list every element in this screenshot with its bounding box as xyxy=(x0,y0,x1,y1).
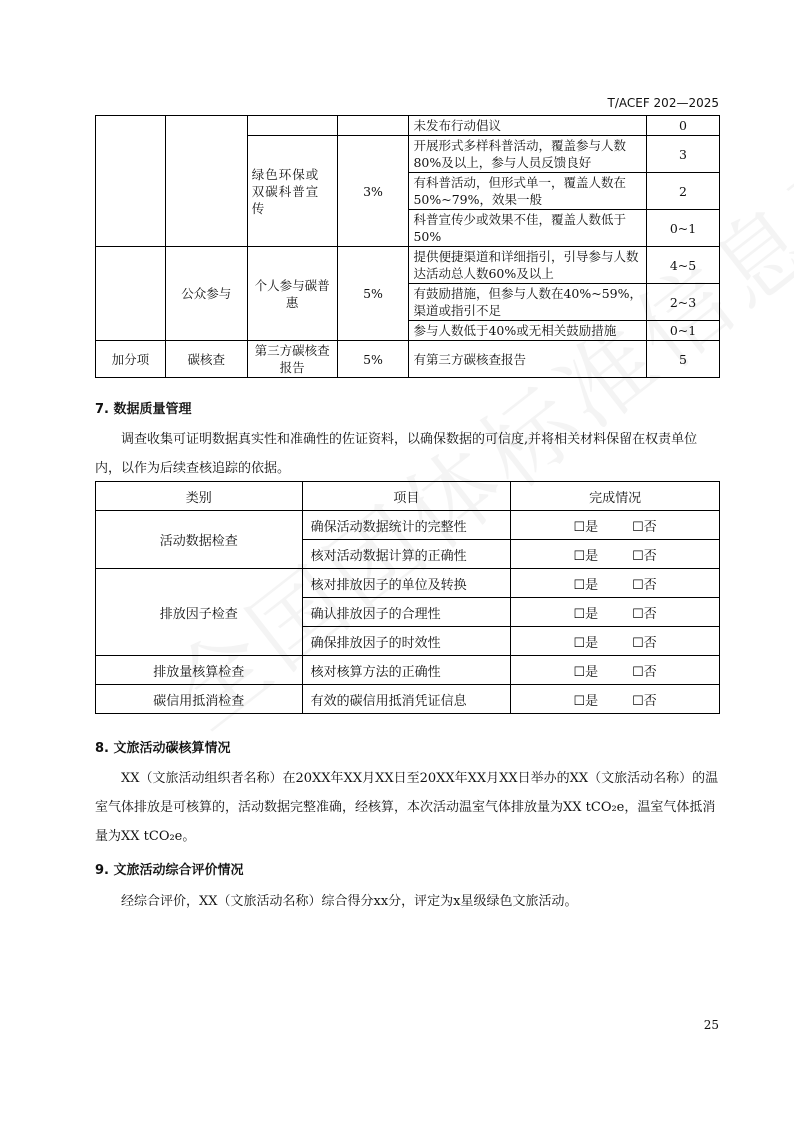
completion-cell xyxy=(511,569,720,598)
score-cell: 5 xyxy=(647,341,720,378)
category-cell: 公众参与 xyxy=(165,247,247,341)
evaluation-table xyxy=(95,115,720,378)
table-row xyxy=(96,569,720,598)
yes-checkbox[interactable]: ☐是 xyxy=(573,664,599,680)
completion-cell xyxy=(511,511,720,540)
category-cell: 碳信用抵消检查 xyxy=(96,685,303,714)
criterion-cell: 开展形式多样科普活动，覆盖参与人数80%及以上，参与人员反馈良好 xyxy=(409,136,647,173)
yes-checkbox[interactable]: ☐是 xyxy=(573,693,599,709)
table-header-row xyxy=(96,482,720,511)
yes-checkbox[interactable]: ☐是 xyxy=(573,606,599,622)
item-cell: 核对活动数据计算的正确性 xyxy=(302,540,511,569)
completion-cell xyxy=(511,656,720,685)
item-cell: 绿色环保或双碳科普宣传 xyxy=(247,136,337,247)
completion-cell xyxy=(511,540,720,569)
section-9-paragraph: 经综合评价，XX（文旅活动名称）综合得分xx分，评定为x星级绿色文旅活动。 xyxy=(121,894,578,909)
weight-cell: 5% xyxy=(337,341,409,378)
item-cell: 确保排放因子的时效性 xyxy=(302,627,511,656)
yes-checkbox[interactable]: ☐是 xyxy=(573,519,599,535)
score-cell: 0 xyxy=(647,116,720,136)
table-row xyxy=(96,511,720,540)
section-9-title: 9. 文旅活动综合评价情况 xyxy=(95,863,244,878)
table-row xyxy=(96,656,720,685)
table-row xyxy=(96,116,720,136)
no-checkbox[interactable]: ☐否 xyxy=(632,664,657,680)
no-checkbox[interactable]: ☐否 xyxy=(632,519,657,535)
category-cell: 碳核查 xyxy=(165,341,247,378)
column-header: 类别 xyxy=(96,482,303,511)
criterion-cell: 有科普活动，但形式单一，覆盖人数在50%~79%，效果一般 xyxy=(409,173,647,210)
section-8-title: 8. 文旅活动碳核算情况 xyxy=(95,741,231,756)
item-cell: 确认排放因子的合理性 xyxy=(302,598,511,627)
yes-checkbox[interactable]: ☐是 xyxy=(573,548,599,564)
criterion-cell: 科普宣传少或效果不佳，覆盖人数低于50% xyxy=(409,210,647,247)
item-cell: 核对核算方法的正确性 xyxy=(302,656,511,685)
weight-cell: 5% xyxy=(337,247,409,341)
criterion-cell: 有第三方碳核查报告 xyxy=(409,341,647,378)
table-row xyxy=(96,247,720,284)
criterion-cell: 参与人数低于40%或无相关鼓励措施 xyxy=(409,321,647,341)
score-cell: 0~1 xyxy=(647,210,720,247)
document-code: T/ACEF 202—2025 xyxy=(607,96,719,110)
criterion-cell: 有鼓励措施，但参与人数在40%~59%，渠道或指引不足 xyxy=(409,284,647,321)
score-cell: 3 xyxy=(647,136,720,173)
section-7-paragraph: 调查收集可证明数据真实性和准确性的佐证资料，以确保数据的可信度,并将相关材料保留在权责单位内，以作为后续查核追踪的依据。 xyxy=(95,432,698,476)
section-8-paragraph: XX（文旅活动组织者名称）在20XX年XX月XX日至20XX年XX月XX日举办的XX（文旅活动名称）的温室气体排放是可核算的，活动数据完整准确，经核算，本次活动温室气体排放量为XX tCO₂e，温室气体抵消量为XX tCO₂e。 xyxy=(95,771,719,844)
weight-cell-blank xyxy=(337,116,409,136)
table-row xyxy=(96,685,720,714)
item-cell-blank xyxy=(247,116,337,136)
type-cell-blank xyxy=(96,247,166,341)
item-cell: 第三方碳核查报告 xyxy=(247,341,337,378)
no-checkbox[interactable]: ☐否 xyxy=(632,693,657,709)
item-cell: 确保活动数据统计的完整性 xyxy=(302,511,511,540)
category-cell: 排放因子检查 xyxy=(96,569,303,656)
completion-cell xyxy=(511,598,720,627)
weight-cell: 3% xyxy=(337,136,409,247)
score-cell: 2~3 xyxy=(647,284,720,321)
yes-checkbox[interactable]: ☐是 xyxy=(573,577,599,593)
criterion-cell: 提供便捷渠道和详细指引，引导参与人数达活动总人数60%及以上 xyxy=(409,247,647,284)
criterion-cell: 未发布行动倡议 xyxy=(409,116,647,136)
completion-cell xyxy=(511,627,720,656)
score-cell: 2 xyxy=(647,173,720,210)
category-cell: 活动数据检查 xyxy=(96,511,303,569)
category-cell: 排放量核算检查 xyxy=(96,656,303,685)
table-row xyxy=(96,341,720,378)
type-cell: 加分项 xyxy=(96,341,166,378)
no-checkbox[interactable]: ☐否 xyxy=(632,635,657,651)
item-cell: 有效的碳信用抵消凭证信息 xyxy=(302,685,511,714)
no-checkbox[interactable]: ☐否 xyxy=(632,577,657,593)
completion-cell xyxy=(511,685,720,714)
score-cell: 0~1 xyxy=(647,321,720,341)
column-header: 项目 xyxy=(302,482,511,511)
type-cell-blank xyxy=(96,116,166,247)
data-quality-table xyxy=(95,481,720,714)
category-cell-blank xyxy=(165,116,247,247)
page-number: 25 xyxy=(703,1018,719,1032)
no-checkbox[interactable]: ☐否 xyxy=(632,548,657,564)
item-cell: 核对排放因子的单位及转换 xyxy=(302,569,511,598)
score-cell: 4~5 xyxy=(647,247,720,284)
no-checkbox[interactable]: ☐否 xyxy=(632,606,657,622)
yes-checkbox[interactable]: ☐是 xyxy=(573,635,599,651)
column-header: 完成情况 xyxy=(511,482,720,511)
section-7-title: 7. 数据质量管理 xyxy=(95,402,192,417)
item-cell: 个人参与碳普惠 xyxy=(247,247,337,341)
